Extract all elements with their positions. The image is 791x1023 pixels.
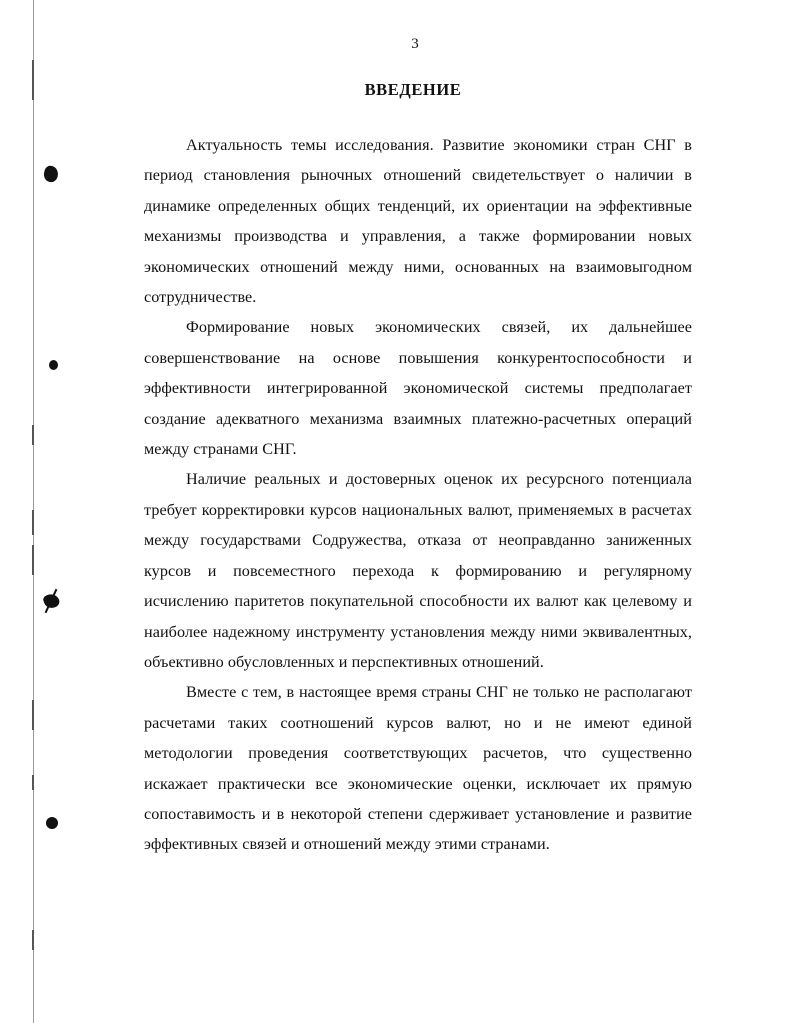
scan-blot [46, 817, 58, 829]
scan-blot [49, 360, 58, 370]
scan-edge-mark [32, 425, 34, 445]
scan-edge-mark [32, 930, 34, 950]
paragraph: Вместе с тем, в настоящее время страны СНГ не только не располагают расчетами таких соотношений курсов валют, но и не имеют единой методологии проведения соответствующих расчетов, что существенно искажает практически все экономические оценки, исключает их прямую сопоставимость и в некоторой степени сдерживает установление и развитие эффективных связей и отношений между этими странами. [144, 683, 692, 854]
paragraph: Наличие реальных и достоверных оценок их ресурсного потенциала требует корректировки курсов национальных валют, применяемых в расчетах между государствами Содружества, отказа от неоправданно заниженных курсов и повсеместного перехода к формированию и регулярному исчислению паритетов покупательной способности их валют как целевому и наиболее надежному инструменту установления между ними эквивалентных, объективно обусловленных и перспективных отношений. [144, 470, 692, 671]
section-heading: ВВЕДЕНИЕ [364, 80, 462, 99]
paragraph [144, 130, 692, 312]
scan-edge-mark [32, 775, 34, 790]
paragraph: Формирование новых экономических связей, их дальнейшее совершенствование на основе повышения конкурентоспособности и эффективности интегрированной экономической системы предполагает создание адекватного механизма взаимных платежно-расчетных операций между странами СНГ. [144, 318, 692, 459]
paragraph-text: Развитие экономики стран СНГ в период становления рыночных отношений свидетельствует о наличии в динамике определенных общих тенденций, их ориентации на эффективные механизмы производства и управления, а также формировании новых экономических отношений между ними, основанных на взаимовыгодном сотрудничестве. [144, 136, 692, 307]
page-number: 3 [411, 36, 419, 52]
body-text [144, 130, 692, 860]
paragraph-lead: Актуальность темы исследования. [186, 136, 434, 154]
scan-edge-mark [32, 545, 34, 575]
scan-edge-mark [32, 510, 34, 535]
scan-edge-mark [32, 700, 34, 730]
scan-blot [42, 165, 59, 184]
